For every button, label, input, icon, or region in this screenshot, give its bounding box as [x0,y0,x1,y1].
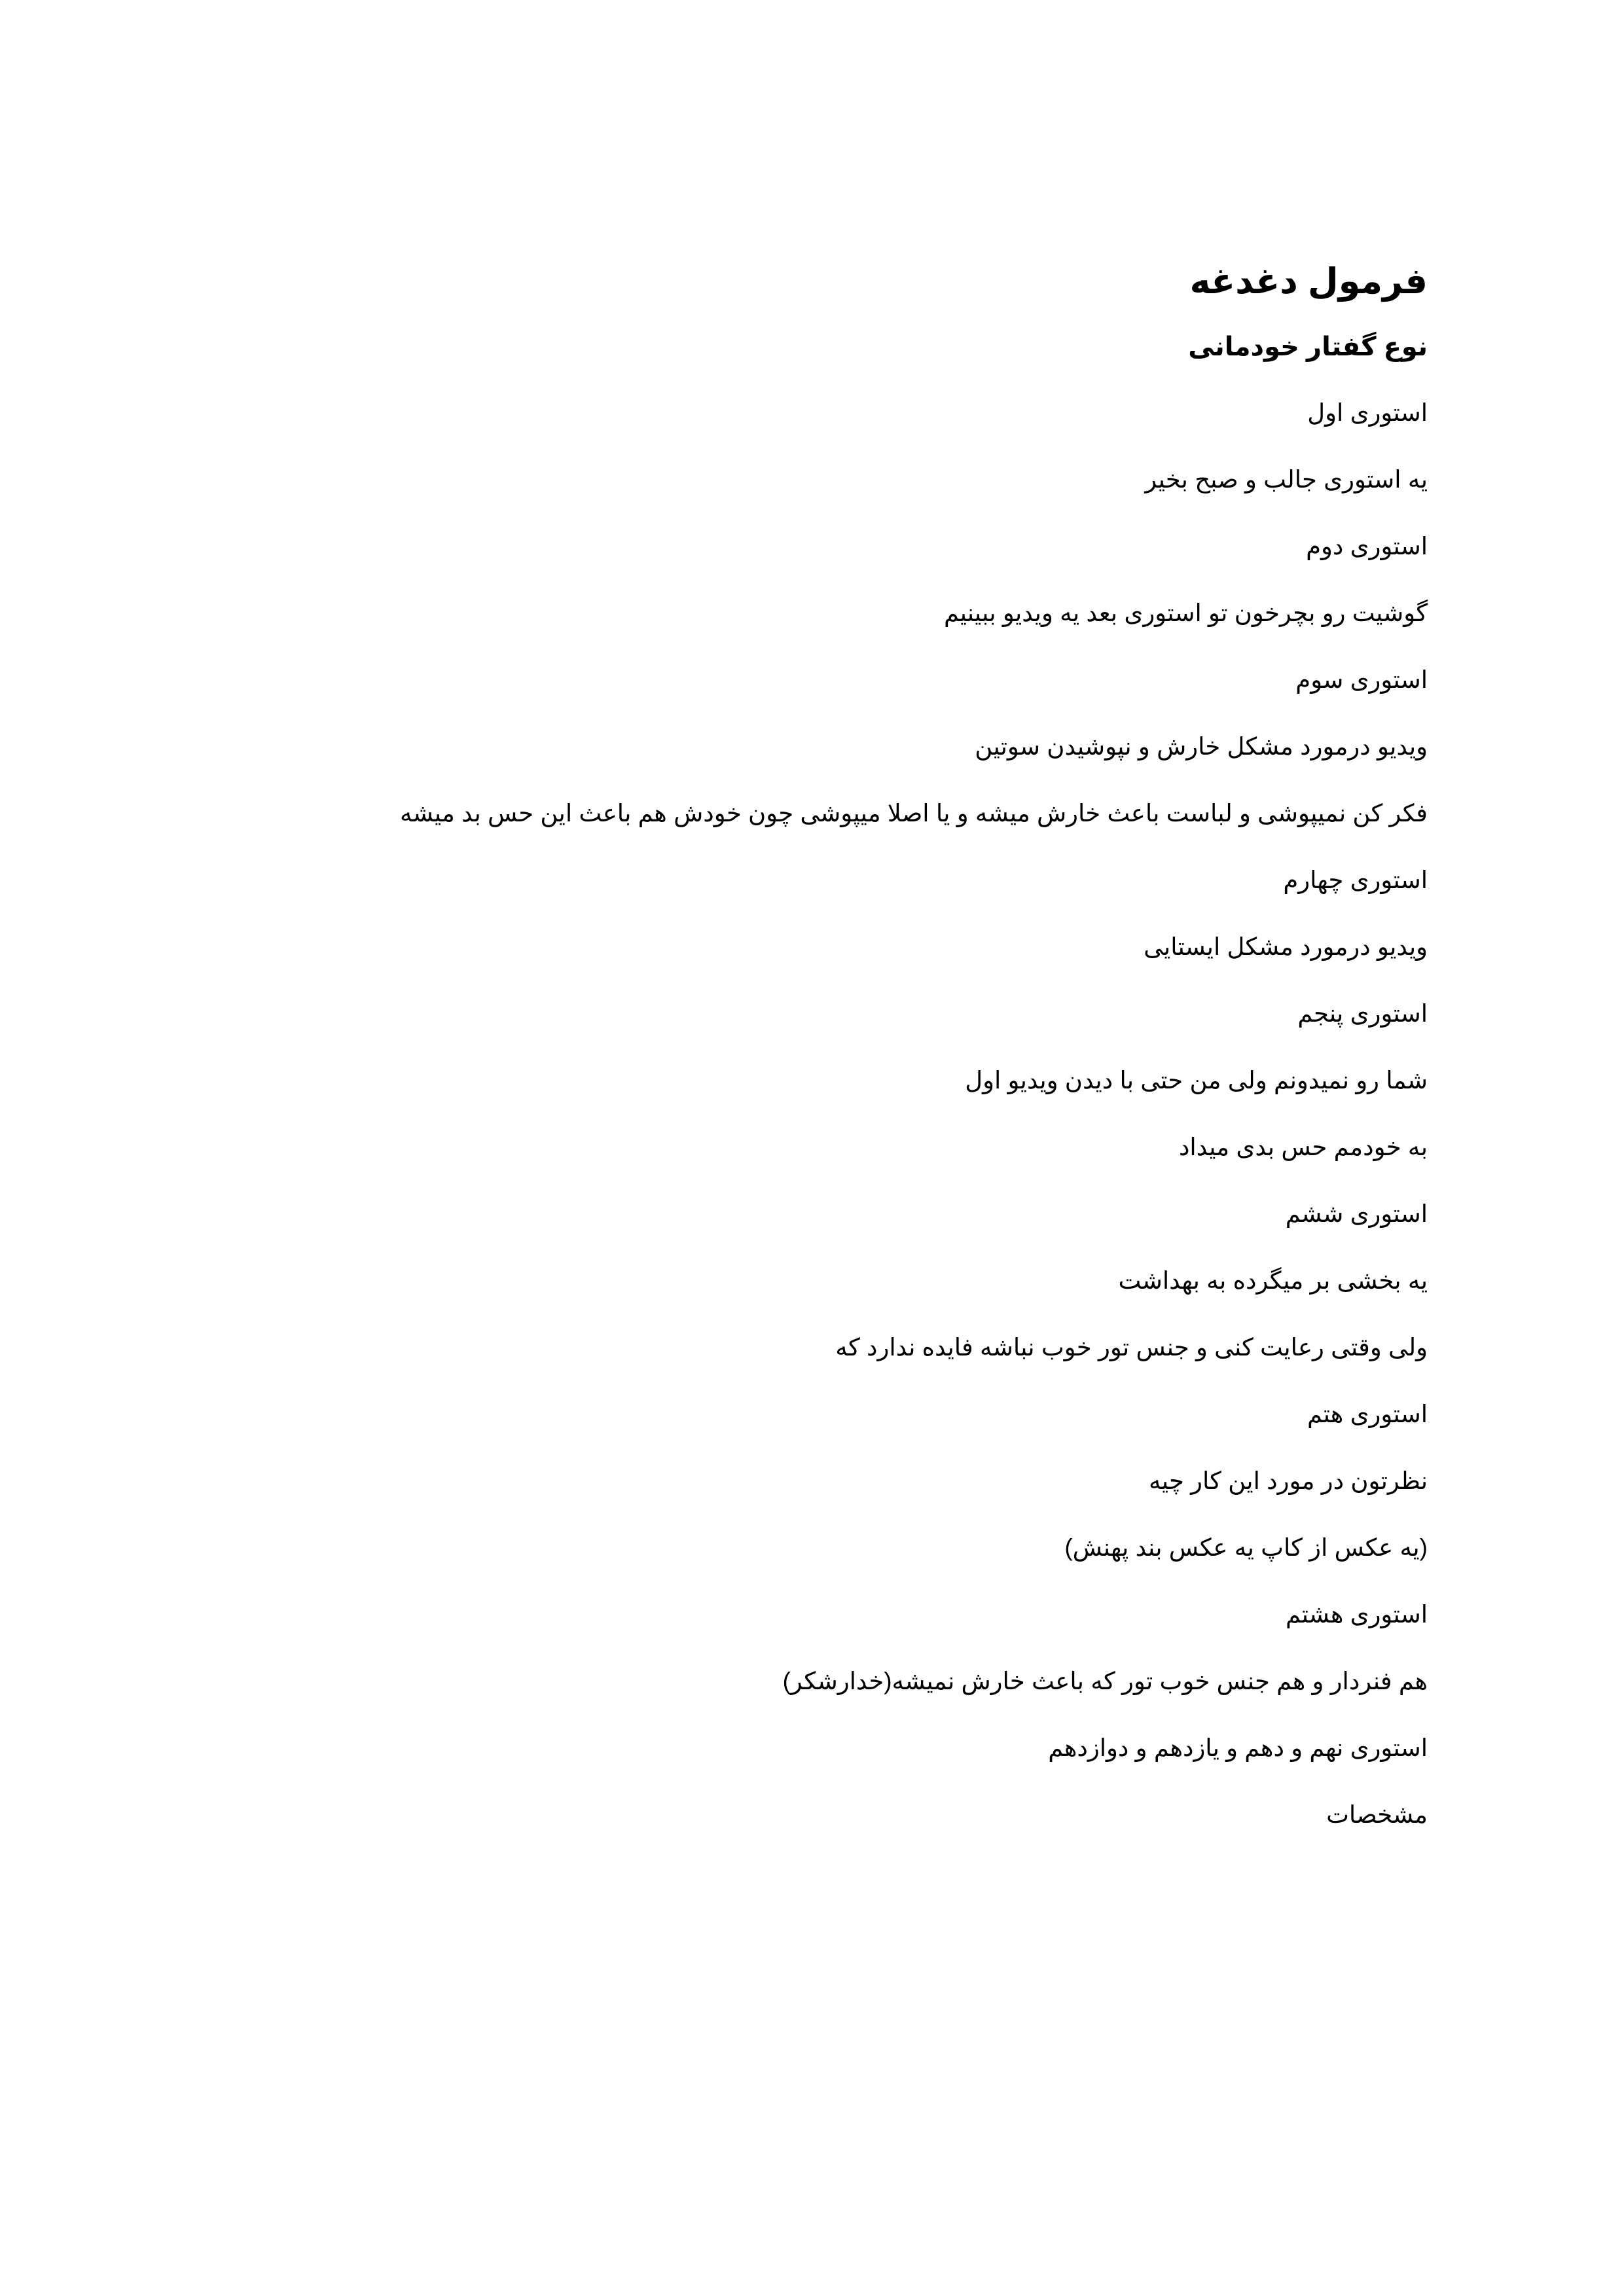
document-line: ولی وقتی رعایت کنی و جنس تور خوب نباشه فایده ندارد که [835,1334,1428,1361]
document-line: (یه عکس از کاپ یه عکس بند پهنش) [1064,1534,1428,1561]
document-line: گوشیت رو بچرخون تو استوری بعد یه ویدیو ببینیم [943,600,1428,626]
document-line: مشخصات [1326,1801,1428,1828]
document-line: استوری دوم [1306,533,1428,560]
document-line: نظرتون در مورد این کار چیه [1148,1467,1428,1494]
document-line: فکر کن نمیپوشی و لباست باعث خارش میشه و یا اصلا میپوشی چون خودش هم باعث این حس بد میشه [399,800,1428,827]
document-line: هم فنردار و هم جنس خوب تور که باعث خارش نمیشه(خدارشکر) [782,1668,1428,1695]
document-line: استوری سوم [1295,666,1428,693]
document-line: یه بخشی بر میگرده به بهداشت [1118,1267,1428,1294]
document-line: استوری نهم و دهم و یازدهم و دوازدهم [1048,1734,1428,1761]
document-line: به خودمم حس بدی میداد [1178,1134,1428,1160]
document-line: یه استوری جالب و صبح بخیر [1145,466,1428,493]
document-line: شما رو نمیدونم ولی من حتی با دیدن ویدیو اول [965,1067,1428,1094]
document-line: ویدیو درمورد مشکل خارش و نپوشیدن سوتین [975,733,1428,760]
document-subtitle: نوع گفتار خودمانی [1188,332,1428,361]
document-line: استوری هتم [1307,1401,1428,1427]
document-line: ویدیو درمورد مشکل ایستایی [1144,933,1428,960]
document-line: استوری ششم [1285,1200,1428,1227]
document-lines [184,380,1428,1848]
document-line: استوری هشتم [1286,1601,1428,1628]
document-title: فرمول دغدغه [1189,262,1428,301]
document-line: استوری چهارم [1283,867,1428,893]
document-body [184,249,1428,1848]
document-line: استوری پنجم [1297,1000,1428,1027]
document-line: استوری اول [1307,399,1428,426]
